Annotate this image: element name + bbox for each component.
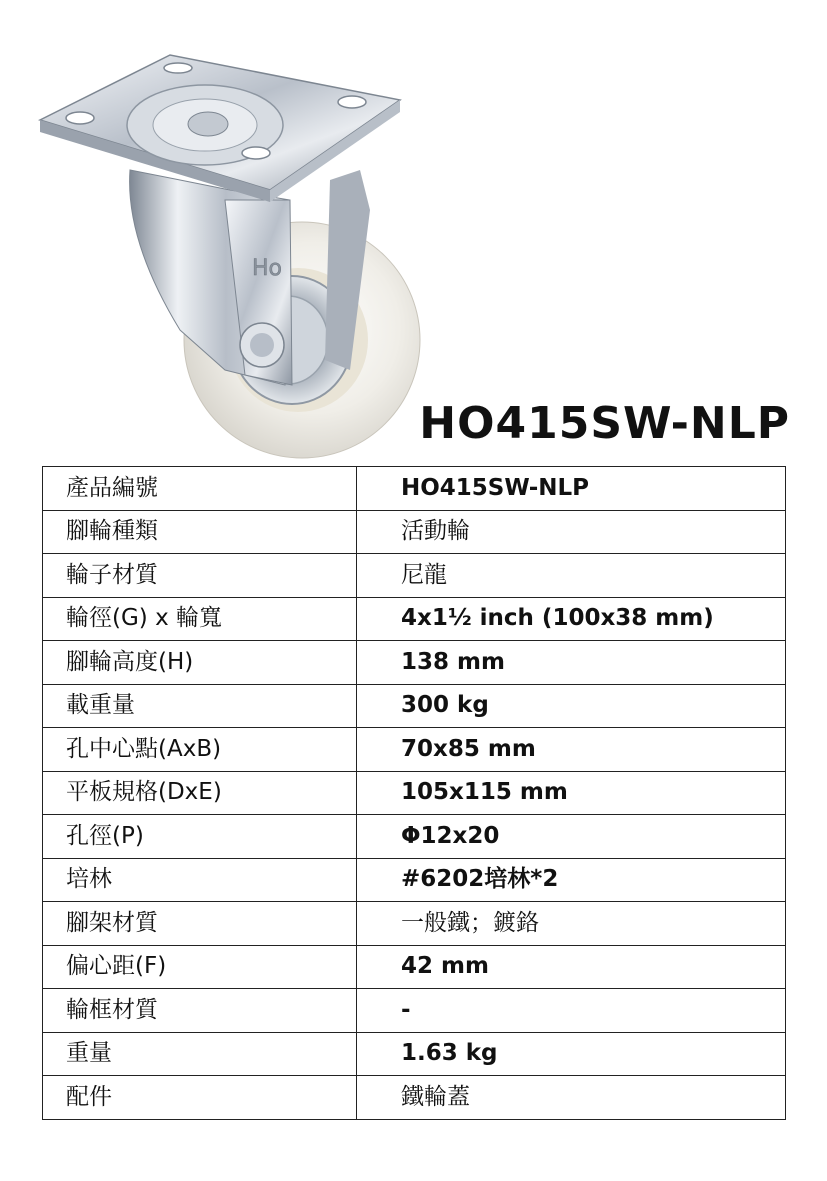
spec-label: 腳架材質 xyxy=(43,902,357,946)
spec-row xyxy=(43,467,786,511)
spec-value: 105x115 mm xyxy=(357,771,786,815)
spec-row xyxy=(43,771,786,815)
spec-value: - xyxy=(357,989,786,1033)
spec-value: 活動輪 xyxy=(357,510,786,554)
spec-label: 培林 xyxy=(43,858,357,902)
spec-value: 一般鐵；鍍鉻 xyxy=(357,902,786,946)
spec-row xyxy=(43,815,786,859)
caster-wheel-image xyxy=(30,40,450,460)
spec-row xyxy=(43,1076,786,1120)
spec-label: 重量 xyxy=(43,1032,357,1076)
spec-table xyxy=(42,466,786,1120)
spec-value: HO415SW-NLP xyxy=(357,467,786,511)
spec-row xyxy=(43,684,786,728)
spec-label: 產品編號 xyxy=(43,467,357,511)
spec-label: 孔徑(P) xyxy=(43,815,357,859)
spec-value: #6202培林*2 xyxy=(357,858,786,902)
spec-label: 輪子材質 xyxy=(43,554,357,598)
spec-row xyxy=(43,510,786,554)
spec-row xyxy=(43,902,786,946)
spec-label: 孔中心點(AxB) xyxy=(43,728,357,772)
spec-value: 42 mm xyxy=(357,945,786,989)
spec-table-body xyxy=(43,467,786,1120)
spec-value: 鐵輪蓋 xyxy=(357,1076,786,1120)
spec-label: 載重量 xyxy=(43,684,357,728)
spec-label: 配件 xyxy=(43,1076,357,1120)
spec-row xyxy=(43,597,786,641)
svg-text:Hο: Hο xyxy=(252,256,283,281)
spec-value: 4x1½ inch (100x38 mm) xyxy=(357,597,786,641)
spec-value: 300 kg xyxy=(357,684,786,728)
spec-label: 腳輪高度(H) xyxy=(43,641,357,685)
spec-value: 138 mm xyxy=(357,641,786,685)
spec-row xyxy=(43,728,786,772)
spec-value: 70x85 mm xyxy=(357,728,786,772)
spec-value: 尼龍 xyxy=(357,554,786,598)
spec-value: Φ12x20 xyxy=(357,815,786,859)
spec-row xyxy=(43,945,786,989)
spec-value: 1.63 kg xyxy=(357,1032,786,1076)
spec-label: 腳輪種類 xyxy=(43,510,357,554)
spec-row xyxy=(43,858,786,902)
spec-row xyxy=(43,1032,786,1076)
model-number-title: HO415SW-NLP xyxy=(419,398,790,449)
spec-row xyxy=(43,554,786,598)
spec-row xyxy=(43,989,786,1033)
spec-label: 偏心距(F) xyxy=(43,945,357,989)
spec-label: 平板規格(DxE) xyxy=(43,771,357,815)
spec-row xyxy=(43,641,786,685)
spec-label: 輪徑(G) x 輪寬 xyxy=(43,597,357,641)
spec-label: 輪框材質 xyxy=(43,989,357,1033)
